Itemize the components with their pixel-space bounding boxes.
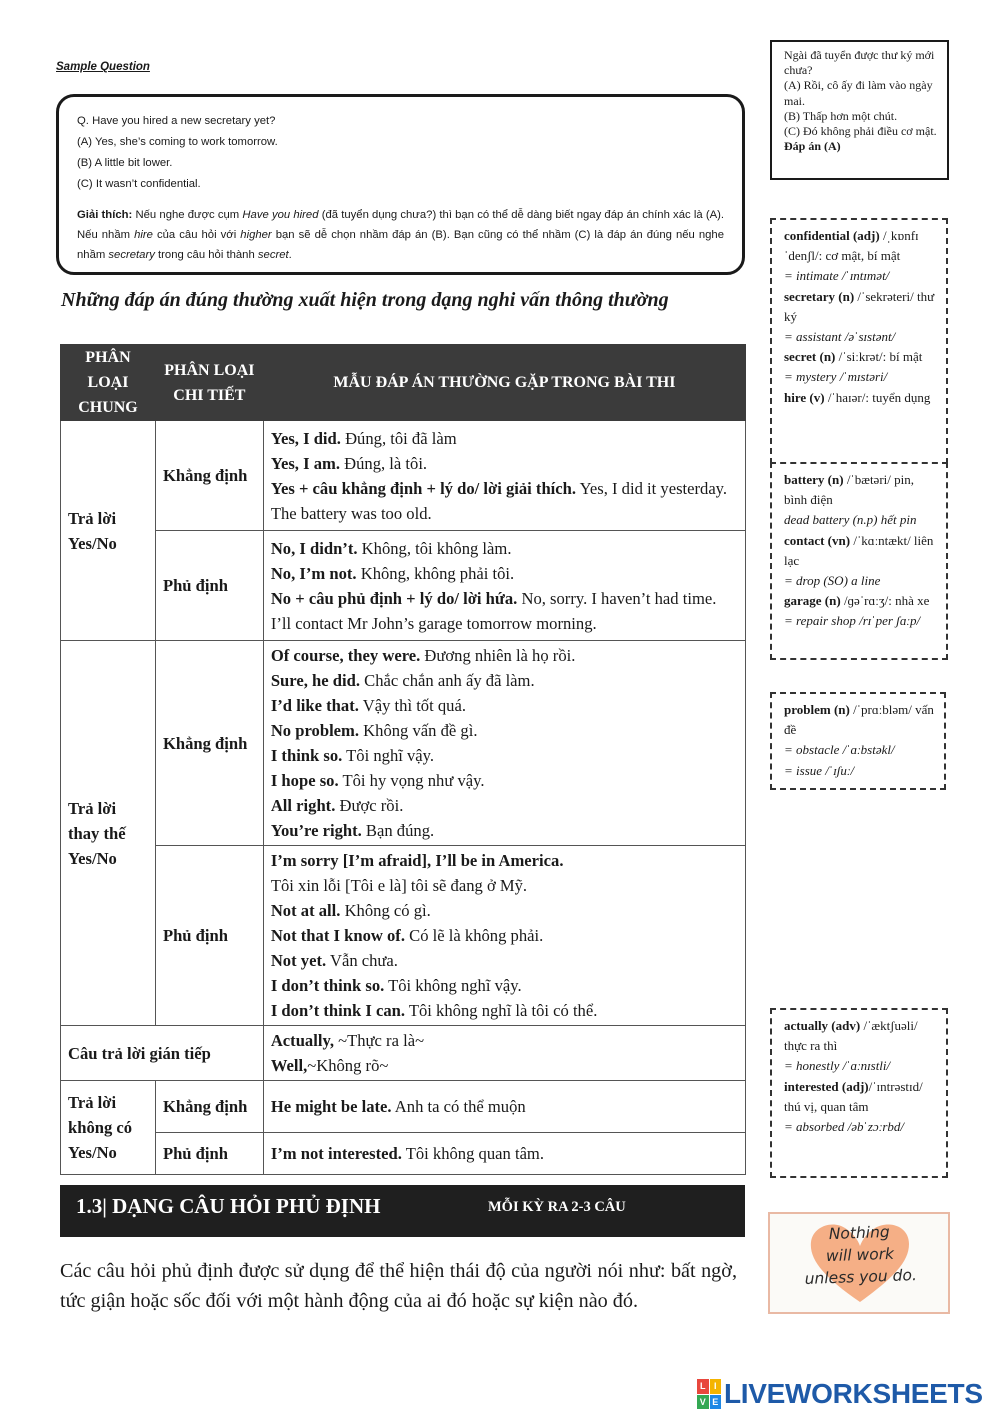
sub-positive: Khẳng định [155,421,263,531]
vocab-synonym: = assistant /əˈsɪstənt/ [784,329,896,345]
table-row [61,421,746,531]
example-phrase: Yes, I am. [270,453,340,473]
example-line [271,476,738,526]
example-line [271,1141,738,1166]
vocab-word: actually (adv) [784,1018,861,1033]
example-translation: Không vấn đề gì. [359,721,478,740]
body-paragraph: Các câu hỏi phủ định được sử dụng để thể hiện thái độ của người nói như: bất ngờ, tức giận hoặc sốc đối với một hành động của ai đó hoặc sự kiện nào đó. [60,1260,737,1312]
vocab-entry [784,470,940,510]
example-translation: Không, không phải tôi. [356,563,515,583]
vocab-ipa: /ˈprɑːbləm/ vấn đề [784,702,934,738]
example-line [271,668,738,693]
example-phrase: He might be late. [270,1097,392,1116]
example-line [271,1053,738,1078]
translation-box [770,40,949,180]
sub-positive: Khẳng định [155,641,263,846]
vocab-entry [784,287,940,327]
examples-cell [263,1133,745,1175]
vocab-synonym: = absorbed /əbˈzɔːrbd/ [784,1119,904,1135]
vocab-ipa: /ˈkɑːntækt/ liên lạc [784,532,934,568]
section-heading: Những đáp án đúng thường xuất hiện trong dạng nghi vấn thông thường [61,289,669,311]
vocab-synonym: = obstacle /ˈɑːbstəkl/ [784,742,895,758]
example-phrase: Not at all. [270,901,341,920]
translation-line: (B) Thấp hơn một chút. [784,108,898,123]
group-without: Trả lời không có Yes/No [61,1081,156,1175]
example-line [271,451,738,476]
example-translation: Đúng, tôi đã làm [340,428,457,448]
example-line [271,768,738,793]
logo-badge-letter: E [710,1395,722,1410]
example-line [271,1094,738,1119]
example-translation: Tôi không nghĩ vậy. [384,976,522,995]
vocab-synonym: = issue /ˈɪʃuː/ [784,762,855,778]
example-line [271,873,738,898]
vocab-word: interested (adj) [784,1078,869,1094]
example-translation: ~Không rõ~ [307,1056,389,1075]
vocab-word: confidential (adj) [784,228,880,243]
liveworksheets-logo[interactable] [697,1376,983,1412]
explanation-text: trong câu hỏi thành [154,249,258,261]
explanation-term: secret [257,249,289,261]
banner-title: 1.3| DẠNG CÂU HỎI PHỦ ĐỊNH [76,1194,381,1218]
example-phrase: I hope so. [270,771,339,790]
example-translation: Tôi nghĩ vậy. [342,746,435,765]
example-line [271,718,738,743]
vocab-word: secret (n) [784,349,836,365]
vocab-word: garage (n) [784,593,841,609]
example-line [271,426,738,451]
example-line [271,1028,738,1053]
examples-cell [263,421,745,531]
example-line [271,793,738,818]
example-phrase: No + câu phủ định + lý do/ lời hứa. [270,588,518,608]
sub-positive: Khẳng định [155,1081,263,1133]
example-phrase: I don’t think so. [270,976,385,995]
table-row [61,1133,746,1175]
example-phrase: Not that I know of. [270,926,405,945]
vocab-entry [784,347,940,367]
example-line [271,693,738,718]
banner-tag: MỖI KỲ RA 2-3 CÂU [488,1199,626,1215]
explanation-term: secretary [108,249,155,261]
vocab-box [770,692,946,790]
vocab-ipa: /ˈsekrəteri/ thư ký [784,288,935,324]
example-phrase: No, I’m not. [270,563,357,583]
vocab-ipa: /ɡəˈrɑːʒ/: nhà xe [840,593,930,609]
example-phrase: Of course, they were. [270,646,421,665]
example-translation: ~Thực ra là~ [333,1031,425,1050]
sub-negative: Phủ định [155,531,263,641]
question-text: Q. Have you hired a new secretary yet? [77,115,276,127]
example-translation: Anh ta có thể muộn [391,1097,526,1116]
translation-line: Ngài đã tuyển được thư ký mới chưa? [784,48,935,78]
sub-negative: Phủ định [155,846,263,1026]
example-phrase: I’m not interested. [270,1144,402,1163]
vocab-ipa: /ˌkɒnfɪˈdenʃl/: cơ mật, bí mật [784,228,919,264]
group-instead: Trả lời thay thế Yes/No [61,641,156,1026]
example-phrase: All right. [270,796,336,815]
vocab-entry [784,388,940,408]
explanation-text: Nếu nghe được cụm [132,209,243,221]
example-translation: Có lẽ là không phải. [404,926,544,945]
example-phrase: I think so. [270,746,343,765]
example-phrase: Yes + câu khẳng định + lý do/ lời giải thích. [270,478,577,498]
vocab-ipa: /ˈɪntrəstɪd/ thú vị, quan tâm [784,1078,923,1114]
vocab-entry [784,1016,940,1056]
vocab-entry [784,1077,940,1117]
example-line [271,973,738,998]
vocab-word: secretary (n) [784,288,855,304]
explanation-text: (đã tuyển dụng chưa?) thì bạn có thể dễ dàng biết ngay đáp án chính xác là (A). Nếu nhầm [77,209,725,241]
logo-badge-letter: L [697,1379,709,1394]
motivation-line: unless you do. [804,1266,918,1288]
examples-cell [263,1026,745,1081]
example-line [271,898,738,923]
logo-text: LIVEWORKSHEETS [724,1378,983,1409]
vocab-ipa: /ˈæktʃuəli/ thực ra thì [784,1018,918,1054]
group-indirect: Câu trả lời gián tiếp [61,1026,264,1081]
option-a: (A) Yes, she’s coming to work tomorrow. [77,136,278,148]
example-line [271,998,738,1023]
table-row [61,531,746,641]
example-line [271,743,738,768]
example-line [271,561,738,586]
example-translation: Tôi xin lỗi [Tôi e là] tôi sẽ đang ở Mỹ. [270,876,528,895]
explanation-text: bạn sẽ dễ chọn nhầm đáp án (B). Bạn cũng có thể nhầm (C) là đáp án đúng nếu nghe nhầm [77,229,724,261]
example-translation: Vẫn chưa. [326,951,398,970]
vocab-ipa: /ˈbætəri/ pin, bình điện [784,472,914,508]
example-line [271,643,738,668]
sample-question-label: Sample Question [56,61,150,73]
example-line [271,848,738,873]
example-translation: Tôi không nghĩ là tôi có thể. [405,1001,598,1020]
group-yes-no: Trả lời Yes/No [61,421,156,641]
translation-answer: Đáp án (A) [784,139,841,154]
example-translation: Không, tôi không làm. [357,538,512,558]
logo-badge-icon [697,1379,721,1409]
example-phrase: Yes, I did. [270,428,341,448]
logo-badge-letter: I [710,1379,722,1394]
examples-cell [263,1081,745,1133]
table-row [61,1026,746,1081]
example-line [271,923,738,948]
vocab-word: contact (vn) [784,532,851,548]
vocab-word: hire (v) [784,389,825,405]
vocab-entry [784,591,940,611]
vocab-box [770,218,948,464]
example-translation: Tôi không quan tâm. [401,1144,544,1163]
example-phrase: No, I didn’t. [270,538,358,558]
example-line [271,586,738,636]
example-translation: Bạn đúng. [361,821,435,840]
vocab-entry [784,700,938,740]
example-translation: No, sorry. I haven’t had time. I’ll contact Mr John’s garage tomorrow morning. [270,588,717,633]
translation-line: (A) Rồi, cô ấy đi làm vào ngày mai. [784,78,933,108]
header-answers: MẪU ĐÁP ÁN THƯỜNG GẶP TRONG BÀI THI [263,345,745,421]
explanation-term: higher [240,229,272,241]
explanation-text: . [288,249,292,261]
example-phrase: Not yet. [270,951,327,970]
example-line [271,818,738,843]
vocab-synonym: = intimate /ˈɪntɪmət/ [784,268,890,284]
example-translation: Không có gì. [340,901,431,920]
example-translation: Được rồi. [335,796,404,815]
sub-negative: Phủ định [155,1133,263,1175]
example-translation: Đúng, là tôi. [339,453,428,473]
example-translation: Tôi hy vọng như vậy. [338,771,485,790]
table-row [61,846,746,1026]
example-line [271,948,738,973]
example-phrase: You’re right. [270,821,362,840]
translation-line: (C) Đó không phải điều cơ mật. [784,124,937,139]
vocab-synonym: = drop (SO) a line [784,573,881,589]
example-phrase: Actually, [270,1031,334,1050]
vocab-word: battery (n) [784,472,844,487]
vocab-box [770,462,948,660]
motivation-line: Nothing [828,1222,890,1244]
example-phrase: No problem. [270,721,360,740]
explanation-label: Giải thích: [77,209,133,221]
table-header-row [61,345,746,421]
question-box [56,94,745,275]
vocab-ipa: /ˈhaɪər/: tuyển dụng [824,389,931,405]
example-translation: Chắc chắn anh ấy đã làm. [359,671,535,690]
section-banner [60,1185,745,1237]
vocab-synonym: = repair shop /rɪˈper ʃɑːp/ [784,613,921,629]
explanation-term: hire [134,229,153,241]
examples-cell [263,531,745,641]
explanation-text: của câu hỏi với [152,229,241,241]
motivation-text [789,1220,931,1291]
example-line [271,536,738,561]
examples-cell [263,846,745,1026]
example-phrase: I don’t think I can. [270,1001,406,1020]
logo-badge-letter: V [697,1395,709,1410]
answer-table [60,344,746,1175]
vocab-synonym: = mystery /ˈmɪstəri/ [784,369,888,385]
explanation [77,205,724,265]
examples-cell [263,641,745,846]
option-b: (B) A little bit lower. [77,157,173,169]
example-phrase: Well, [270,1056,308,1075]
vocab-word: problem (n) [784,702,850,717]
table-row [61,1081,746,1133]
vocab-synonym: dead battery (n.p) hết pin [784,512,917,528]
example-phrase: Sure, he did. [270,671,360,690]
option-c: (C) It wasn’t confidential. [77,178,201,190]
explanation-term: Have you hired [242,209,319,221]
vocab-synonym: = honestly /ˈɑːnɪstli/ [784,1058,891,1074]
vocab-entry [784,226,940,266]
example-translation: Vậy thì tốt quá. [358,696,466,715]
example-phrase: I’d like that. [270,696,359,715]
example-phrase: I’m sorry [I’m afraid], I’ll be in America. [270,851,564,870]
vocab-entry [784,531,940,571]
table-row [61,641,746,846]
example-translation: Đương nhiên là họ rồi. [420,646,576,665]
header-general: PHÂN LOẠI CHUNG [61,345,156,421]
vocab-box [770,1008,948,1178]
vocab-ipa: /ˈsiːkrət/: bí mật [835,349,923,365]
motivation-line: will work [825,1244,895,1266]
example-translation: Yes, I did it yesterday. The battery was too old. [270,478,728,523]
header-detail: PHÂN LOẠI CHI TIẾT [155,345,263,421]
